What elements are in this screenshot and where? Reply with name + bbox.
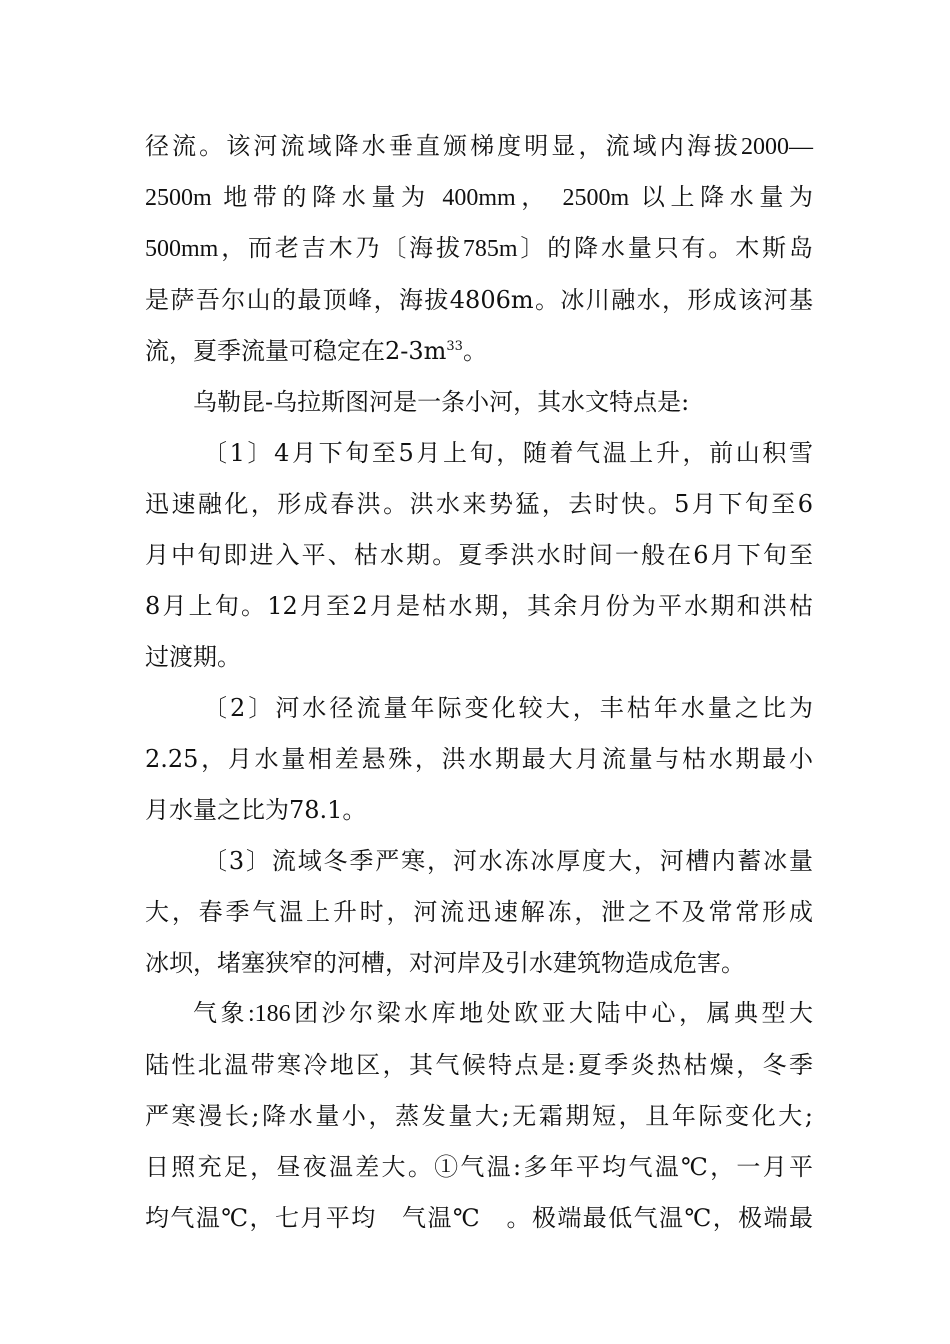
- text-line-16: 大，春季气温上升时，河流迅速解冻，泄之不及常常形成: [145, 898, 813, 926]
- text-line-1: 径流。该河流域降水垂直颁梯度明显，流域内海拔2000—: [145, 134, 813, 160]
- text-line-11: 过渡期。: [145, 643, 241, 671]
- superscript: 33: [446, 339, 463, 354]
- text-line-20: 严寒漫长;降水量小，蒸发量大;无霜期短，且年际变化大;: [145, 1102, 813, 1130]
- text-line-8: 迅速融化，形成春洪。洪水来势猛，去时快。5月下旬至6: [145, 490, 813, 518]
- text-line-13: 2.25，月水量相差悬殊，洪水期最大月流量与枯水期最小: [145, 745, 813, 773]
- paragraph-heading: 乌勒昆-乌拉斯图河是一条小河，其水文特点是:: [193, 388, 690, 416]
- text-line-19: 陆性北温带寒冷地区，其气候特点是:夏季炎热枯燥，冬季: [145, 1051, 813, 1079]
- text-line-14: 月水量之比为78.1。: [145, 796, 367, 824]
- text-line-18: 气象:186团沙尔梁水库地处欧亚大陆中心，属典型大: [193, 1001, 813, 1027]
- text-line-10: 8月上旬。12月至2月是枯水期，其余月份为平水期和洪枯: [145, 592, 813, 620]
- text-line-5-main: 流，夏季流量可稳定在2-3m: [145, 337, 447, 365]
- text-line-22: 均气温℃，七月平均 气温℃ 。极端最低气温℃，极端最: [145, 1204, 813, 1232]
- text-line-4: 是萨吾尔山的最顶峰，海拔4806m。冰川融水，形成该河基: [145, 286, 813, 314]
- text-line-5: [145, 338, 813, 364]
- text-line-9: 月中旬即进入平、枯水期。夏季洪水时间一般在6月下旬至: [145, 541, 813, 569]
- text-line-17: 冰坝，堵塞狭窄的河槽，对河岸及引水建筑物造成危害。: [145, 949, 745, 977]
- text-line-15: 〔3〕流域冬季严寒，河水冻冰厚度大，河槽内蓄冰量: [203, 847, 813, 875]
- text-line-7: 〔1〕4月下旬至5月上旬，随着气温上升，前山积雪: [203, 439, 813, 467]
- text-line-3: 500mm，而老吉木乃〔海拔785m〕的降水量只有。木斯岛: [145, 236, 813, 262]
- text-line-5-tail: 。: [462, 337, 487, 365]
- text-line-21: 日照充足，昼夜温差大。①气温:多年平均气温℃，一月平: [145, 1153, 813, 1181]
- text-line-2: 2500m 地带的降水量为 400mm， 2500m 以上降水量为: [145, 185, 813, 211]
- text-line-12: 〔2〕河水径流量年际变化较大，丰枯年水量之比为: [203, 694, 813, 722]
